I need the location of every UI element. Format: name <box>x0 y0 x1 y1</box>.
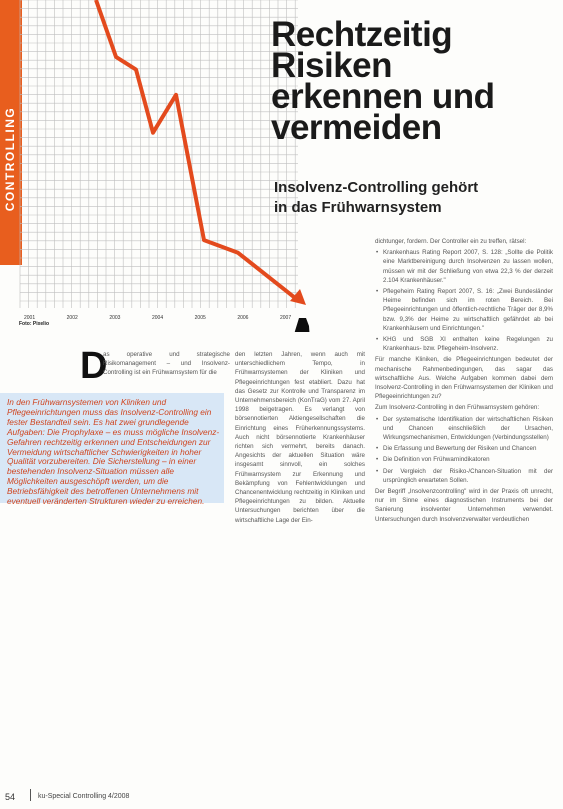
headline-line: Rechtzeitig <box>271 15 453 54</box>
list-item: • Der systematische Identifikation der wirtschaftlichen Risiken und Chancen einschließlich der Ursachen, Wirkungsmechanismen, Entwicklungen (Verbindungsstellen) <box>383 415 553 443</box>
chart-series-line <box>96 0 294 297</box>
drop-cap: D <box>80 345 108 387</box>
footer-divider <box>30 789 31 801</box>
headline-line: Risiken <box>271 46 392 85</box>
x-tick-label: 2004 <box>152 315 164 321</box>
paragraph: dichtunger, fordern. Der Controller ein zu treffen, rätsel: <box>375 238 527 245</box>
chart-x-ticks <box>24 315 291 321</box>
section-label: CONTROLLING <box>3 106 17 212</box>
publication-name: ku-Special Controlling 4/2008 <box>38 793 130 800</box>
falling-person-silhouette <box>221 318 310 332</box>
subhead-line: Insolvenz-Controlling gehört <box>274 179 479 196</box>
x-tick-label: 2003 <box>109 315 121 321</box>
paragraph: Für manche Kliniken, die Pflegeeinrichtungen bedeutet der mechanische Rahmenbedingungen, das sagar das wirtschaftliche Aus. Welche Aufgaben kommen dabei dem Insolvenz-Controlling in den Frühwarnsystemen der Kliniken und Pflegeeinrichtungen zu? <box>375 356 553 401</box>
x-tick-label: 2002 <box>66 315 78 321</box>
article-column-2: den letzten Jahren, wenn auch mit unterschiedlichem Tempo, in Frühwarnsystemen der Kliniken und Pflegeeinrichtungen fest etabliert. Dazu hat das Gesetz zur Kontrolle und Transparenz im Unternehmensbereich (KonTraG) vom 27. April 1998 beigetragen. Es verlangt von börsennotierten Aktiengesellschaften die Einrichtung eines Früherkennungssystems. Auch nicht börsennotierte Krankenhäuser richten sich vermehrt, bereits danach. Angesichts der aktuellen Situation wäre insgesamt sinnvoll, ein solches Frühwarnsystem zur Erkennung und Bekämpfung von Fehlentwicklungen und Chancenentwicklung rechtzeitig in Kliniken und Pflegeeinrichtungen zu bilden. Aktuelle Untersuchungen berichten über die wirtschaftliche Lage der Ein- <box>235 351 365 524</box>
bullet-list <box>375 415 553 485</box>
paragraph: Zum Insolvenz-Controlling in den Frühwarnsystem gehören: <box>375 404 540 412</box>
x-tick-label: 2007 <box>280 315 292 321</box>
list-item: • Der Vergleich der Risiko-/Chancen-Situation mit der ursprünglich erwarteten Sollen. <box>383 467 553 485</box>
article-column-3 <box>375 237 553 526</box>
bullet-list <box>375 248 553 353</box>
headline <box>271 15 556 147</box>
x-tick-label: 2005 <box>194 315 206 321</box>
list-item: • KHG und SGB XI enthalten keine Regelungen zu Krankenhaus- bzw. Pflegeheim-Insolvenz. <box>383 335 553 353</box>
callout-text: In den Frühwarnsystemen von Kliniken und Pflegeeinrichtungen muss das Insolvenz-Controlling ein fester Bestandteil sein. Es hat zwei grundlegende Aufgaben: Die Prophylaxe – es muss mögliche Insolvenz-Gefahren rechtzeitig erkennen und Entscheidungen zur Vermeidung wirtschaftlicher Schwierigkeiten in hoher Qualität vorzubereiten. Die Sicherstellung – in einer bestehenden Insolvenz-Situation müssen alle Möglichkeiten ausgeschöpft werden, um die Betriebsfähigkeit des betroffenen Unternehmens mit eventuell veränderten Strukturen wieder zu erreichen. <box>7 397 220 507</box>
list-item: • Die Definition von Frühwarnindikatoren <box>383 455 553 464</box>
x-tick-label: 2006 <box>237 315 249 321</box>
photo-credit: Foto: Pixelio <box>19 321 49 327</box>
list-item: • Krankenhaus Rating Report 2007, S. 128: „Sollte die Politik eine Marktbereinigung durch Insolvenzen zu lassen wollen, müssen wir mit der Schließung von etwa 22,3 % der derzeit 2.104 Krankenhäuser." <box>383 248 553 285</box>
chart-grid <box>20 0 298 308</box>
paragraph: Der Begriff „Insolvenzcontrolling" wird in der Praxis oft unrecht, nur im Sinne eines diagnostischen Instruments bei der Sanierung insolventer Unternehmen verwendet. Untersuchungen durch Insolvenzverwalter verdeutlichen <box>375 488 553 523</box>
list-item: • Die Erfassung und Bewertung der Risiken und Chancen <box>383 444 553 453</box>
intro-paragraph: as operative und strategische Risikomanagement – und Insolvenz-Controlling ist ein Frühwarnsystem für die <box>103 351 230 376</box>
list-item: • Pflegeheim Rating Report 2007, S. 16: „Zwei Bundesländer Heime befinden sich im roten Bereich. Bei Pflegeeinrichtungen und öffentlich-rechtliche Träger der 8,9% bzw. 9,3% der Heime zu wirtschaftlich gefährdet ab bei Krankenhäusern und Einrichtungen." <box>383 287 553 333</box>
headline-line: erkennen und <box>271 77 495 116</box>
x-tick-label: 2001 <box>24 315 36 321</box>
headline-line: vermeiden <box>271 108 442 147</box>
subheadline <box>274 178 544 218</box>
subhead-line: in das Frühwarnsystem <box>274 199 442 216</box>
page-number: 54 <box>5 792 16 802</box>
